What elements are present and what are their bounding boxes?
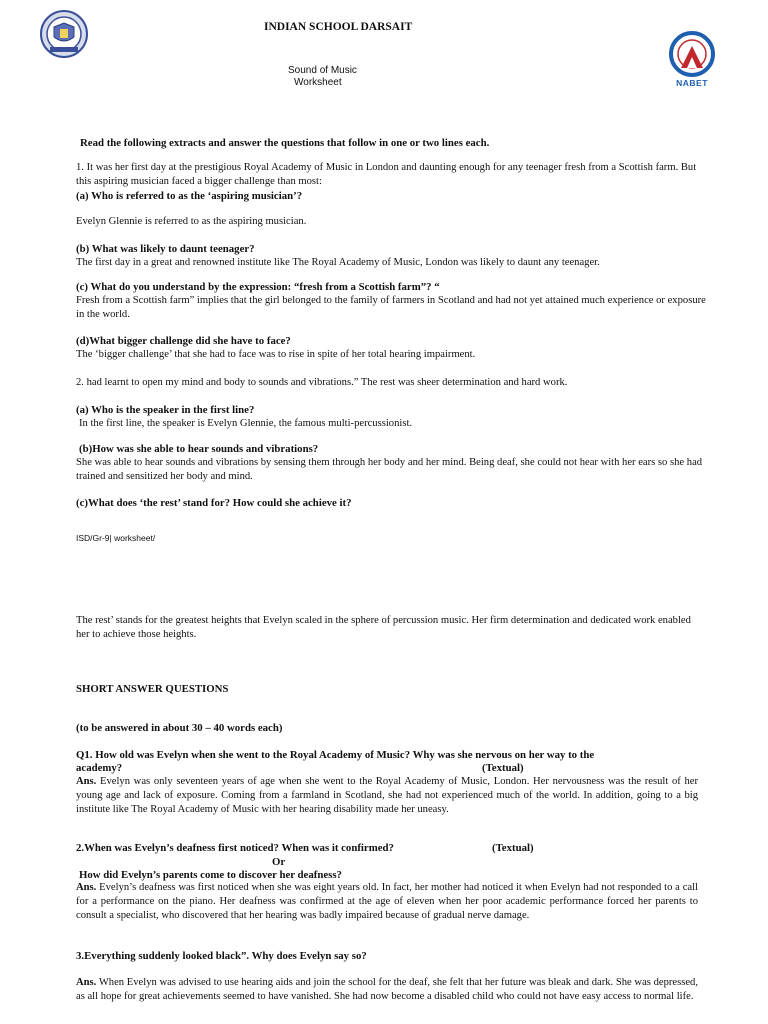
school-logo-icon (38, 9, 90, 59)
short-answer-3: Ans. When Evelyn was advised to use hearing aids and join the school for the deaf, she felt that her future was bleak and dark. She was depressed, as all hope for great achievements seemed to have vanished. She had now become a disabled child who could not have easy access to normal life. (76, 977, 698, 1002)
question-2b: (b)How was she able to hear sounds and vibrations? (79, 443, 319, 455)
short-question-2-tag: (Textual) (492, 842, 534, 854)
answer-1d: The ‘bigger challenge’ that she had to face was to rise in spite of her total hearing impairment. (76, 349, 476, 360)
section-heading: SHORT ANSWER QUESTIONS (76, 683, 229, 695)
short-question-1-line1: Q1. How old was Evelyn when she went to the Royal Academy of Music? Why was she nervous on her way to the (76, 749, 595, 761)
nabet-label: NABET (676, 78, 708, 88)
doc-title: Sound of Music (288, 65, 357, 76)
instruction: Read the following extracts and answer the questions that follow in one or two lines each. (80, 137, 490, 149)
ans-label: Ans. (76, 977, 97, 988)
doc-subtitle: Worksheet (294, 77, 342, 88)
answer-2a: In the first line, the speaker is Evelyn Glennie, the famous multi-percussionist. (79, 418, 413, 429)
answer-1b: The first day in a great and renowned institute like The Royal Academy of Music, London was likely to daunt any teenager. (76, 257, 600, 268)
ans-label: Ans. (76, 776, 97, 787)
short-question-2-line1: 2.When was Evelyn’s deafness first noticed? When was it confirmed? (76, 842, 394, 854)
short-question-3: 3.Everything suddenly looked black”. Why does Evelyn say so? (76, 950, 367, 962)
question-1d: (d)What bigger challenge did she have to face? (76, 335, 291, 347)
school-name: INDIAN SCHOOL DARSAIT (264, 21, 413, 33)
question-1b: (b) What was likely to daunt teenager? (76, 243, 255, 255)
nabet-logo-icon (668, 30, 716, 88)
question-1a: (a) Who is referred to as the ‘aspiring musician’? (76, 190, 303, 202)
answer-2b: She was able to hear sounds and vibrations by sensing them through her body and her mind. Being deaf, she could not hear with her ears so she had trained and sensitized her body and mind. (76, 457, 703, 482)
short-question-1-tag: (Textual) (482, 762, 524, 774)
or-label: Or (272, 856, 286, 868)
extract-2-text: 2. had learnt to open my mind and body to sounds and vibrations.” The rest was sheer determination and hard work. (76, 377, 568, 388)
ans-label: Ans. (76, 882, 97, 893)
question-1c: (c) What do you understand by the expression: “fresh from a Scottish farm”? “ (76, 281, 440, 293)
question-2a: (a) Who is the speaker in the first line? (76, 404, 255, 416)
short-question-2-alt: How did Evelyn’s parents come to discover her deafness? (79, 869, 342, 881)
section-note: (to be answered in about 30 – 40 words each) (76, 722, 283, 734)
short-question-1-line2: academy? (76, 762, 123, 774)
answer-1a: Evelyn Glennie is referred to as the aspiring musician. (76, 216, 307, 227)
question-2c: (c)What does ‘the rest’ stand for? How could she achieve it? (76, 497, 352, 509)
short-answer-2: Ans. Evelyn’s deafness was first noticed when she was eight years old. In fact, her mother had noticed it when Evelyn had not responded to a call for a performance on the piano. Her deafness was confirmed at the age of eleven when her poor academic performance forced her parents to consult a specialist, who discovered that her hearing was badly impaired because of gradual nerve damage. (76, 882, 698, 921)
answer-2c: The rest’ stands for the greatest heights that Evelyn scaled in the sphere of percussion music. Her firm determination and dedicated work enabled her to achieve those heights. (76, 615, 691, 640)
short-answer-1: Ans. Evelyn was only seventeen years of age when she went to the Royal Academy of Music, London. Her nervousness was the result of her young age and lack of exposure. Coming from a farmland in Scotland, she had not experienced much of the world. In addition, going to a big institute like The Royal Academy of Music with her hearing disability made her uneasy. (76, 776, 698, 815)
answer-1c: Fresh from a Scottish farm” implies that the girl belonged to the family of farmers in Scotland and had not yet attained much experience or exposure in the world. (76, 295, 706, 320)
extract-1-text: 1. It was her first day at the prestigious Royal Academy of Music in London and daunting enough for any teenager fresh from a Scottish farm. But this aspiring musician faced a bigger challenge than most: (76, 162, 697, 187)
footer-reference: ISD/Gr-9| worksheet/ (76, 533, 156, 543)
